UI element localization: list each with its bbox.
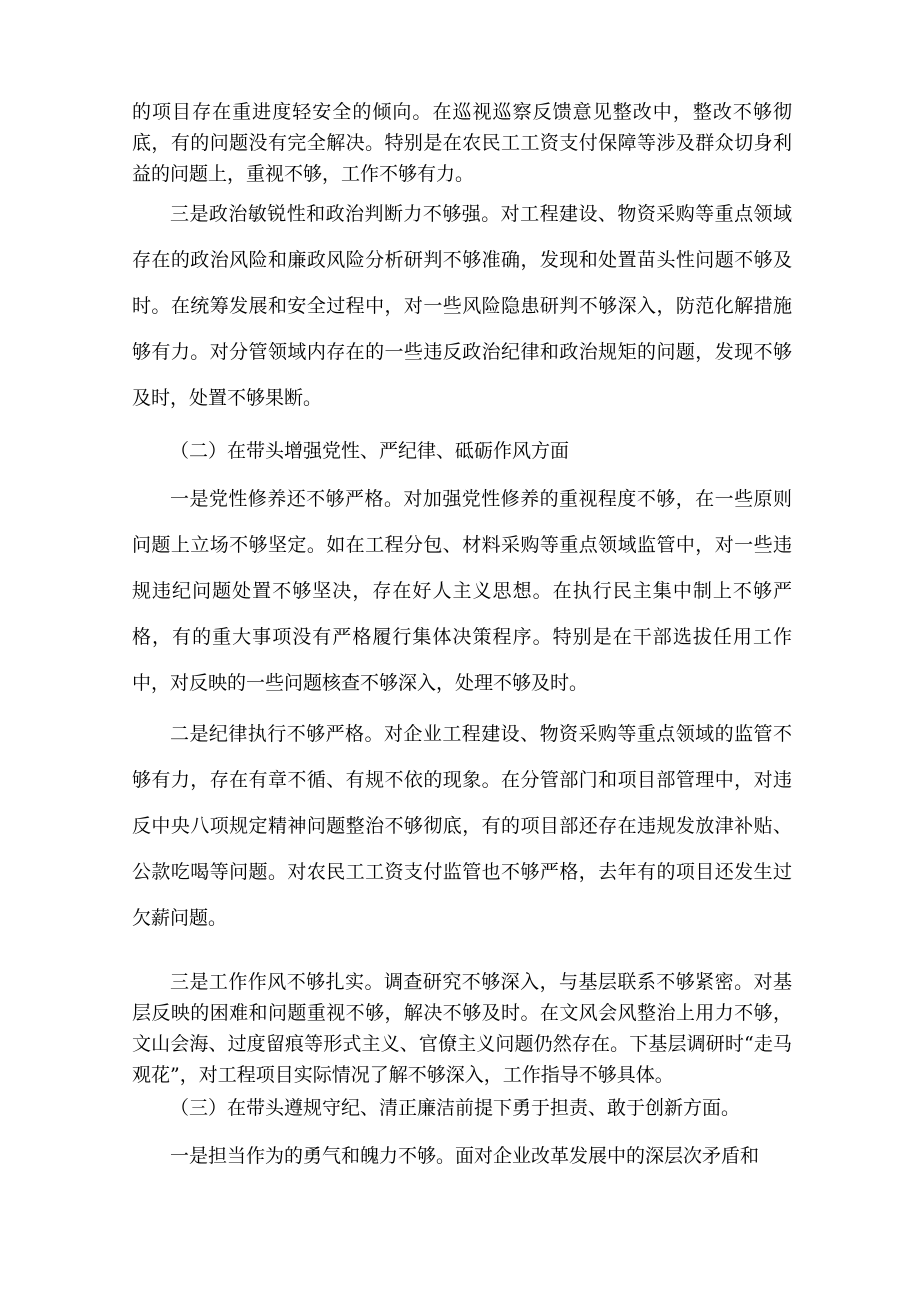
- paragraph-6: 一是担当作为的勇气和魄力不够。面对企业改革发展中的深层次矛盾和: [170, 1145, 760, 1167]
- paragraph-4: 二是纪律执行不够严格。对企业工程建设、物资采购等重点领域的监管不够有力，存在有章不循、有规不依的现象。在分管部门和项目部管理中，对违反中央八项规定精神问题整治不够彻底，有的项目部还存在违规发放津补贴、公款吃喝等问题。对农民工工资支付监管也不够严格，去年有的项目还发生过欠薪问题。: [132, 723, 792, 929]
- paragraph-2: 三是政治敏锐性和政治判断力不够强。对工程建设、物资采购等重点领域存在的政治风险和廉政风险分析研判不够准确，发现和处置苗头性问题不够及时。在统筹发展和安全过程中，对一些风险隐患研判不够深入，防范化解措施够有力。对分管领域内存在的一些违反政治纪律和政治规矩的问题，发现不够及时，处置不够果断。: [132, 203, 792, 409]
- paragraph-5: 三是工作作风不够扎实。调查研究不够深入，与基层联系不够紧密。对基层反映的困难和问题重视不够，解决不够及时。在文风会风整治上用力不够，文山会海、过度留痕等形式主义、官僚主义问题仍然存在。下基层调研时“走马观花”，对工程项目实际情况了解不够深入，工作指导不够具体。: [132, 971, 792, 1086]
- paragraph-1: 的项目存在重进度轻安全的倾向。在巡视巡察反馈意见整改中，整改不够彻底，有的问题没有完全解决。特别是在农民工工资支付保障等涉及群众切身利益的问题上，重视不够，工作不够有力。: [132, 101, 792, 185]
- section-heading-2: （二）在带头增强党性、严纪律、砥砺作风方面: [170, 440, 570, 462]
- section-heading-3: （三）在带头遵规守纪、清正廉洁前提下勇于担责、敢于创新方面。: [170, 1097, 741, 1119]
- paragraph-3: 一是党性修养还不够严格。对加强党性修养的重视程度不够，在一些原则问题上立场不够坚定。如在工程分包、材料采购等重点领域监管中，对一些违规违纪问题处置不够坚决，存在好人主义思想。在执行民主集中制上不够严格，有的重大事项没有严格履行集体决策程序。特别是在干部选拔任用工作中，对反映的一些问题核查不够深入，处理不够及时。: [132, 488, 792, 694]
